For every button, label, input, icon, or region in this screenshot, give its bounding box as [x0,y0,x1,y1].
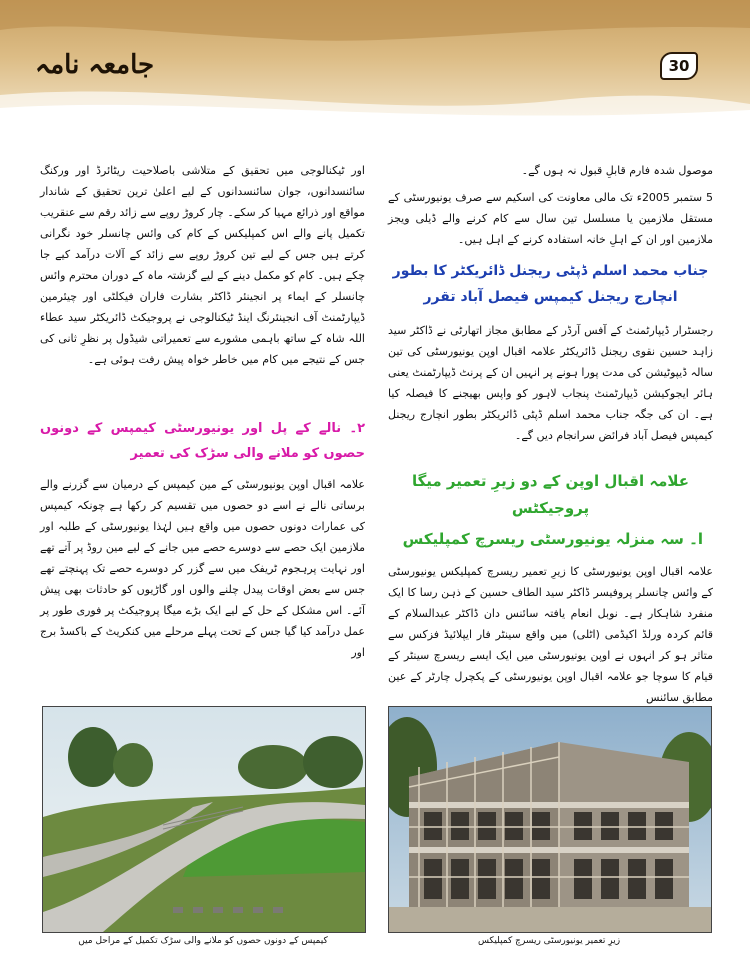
right-paragraph-4: علامہ اقبال اوپن یونیورسٹی کا زیرِ تعمیر ریسرچ کمپلیکس یونیورسٹی کے وائس چانسلر پروفیسر ڈاکٹر سید الطاف حسین کے ذہن رسا کا ایک منفرد شاہکار ہے۔ نوبل انعام یافتہ سائنس دان ڈاکٹر عبدالسلام کے قائم کردہ ورلڈ اکیڈمی (اٹلی) میں واقع سینٹر فار ایپلائیڈ فزکس سے متاثر ہو کر انہوں نے اوپن یونیورسٹی میں ایک ایسے ریسرچ سینٹر کے قیام کا سوچا جو علامہ اقبال اوپن یونیورسٹی کے پکچرل چارٹر کے عین مطابق سائنس [388,565,713,704]
right-paragraph-2: 5 ستمبر 2005ء تک مالی معاونت کی اسکیم سے صرف یونیورسٹی کے مستقل ملازمین یا مسلسل تین سال سے کام کرنے والے ڈیلی ویجز ملازمین اور ان کے اہلِ خانہ استفادہ کرنے کے اہل ہیں۔ [388,191,713,246]
right-column [388,160,713,714]
heading-bridge-road: ۲۔ نالے کے پل اور یونیورسٹی کیمپس کے دونوں حصوں کو ملانے والی سڑک کی تعمیر [40,421,365,461]
building-construction-image [389,707,711,932]
left-column [40,160,365,669]
heading-appointment: جناب محمد اسلم ڈپٹی ریجنل ڈائریکٹر کا بطور انچارج ریجنل کیمپس فیصل آباد تقرر [392,263,709,305]
left-paragraph-1: اور ٹیکنالوجی میں تحقیق کے متلاشی باصلاحیت ریٹائرڈ اور ورکنگ سائنسدانوں، جوان سائنسدانوں کے لیے اعلیٰ ترین تحقیق کے شاندار مواقع اور ذرائع مہیا کر سکے۔ چار کروڑ روپے سے زائد رقم سے عنقریب تکمیل پانے والے اس کمپلیکس کے کام کی وائس چانسلر خود نگرانی کرتے ہیں جس کے لیے تین کروڑ روپے سے زائد کے آلات درآمد کیے جا چکے ہیں۔ کام کو مکمل دینے کے لیے گزشتہ ماہ کے دوران محترم وائس چانسلر کے ایماء پر انجینئر ڈاکٹر بشارت فاران فیکلٹی اور چیئرمین ڈیپارٹمنٹ آف انجینئرنگ اینڈ ٹیکنالوجی نے پروجیکٹ ڈائریکٹر سید عطاء اللہ شاہ کے ساتھ باہمی مشورے سے تعمیراتی شیڈول پر نظرِ ثانی کی جس کے نتیجے میں کام میں خاطر خواہ پیش رفت ہوئی ہے۔ [40,164,365,366]
bridge-road-photo [42,706,366,933]
research-complex-photo [388,706,712,933]
research-complex-caption: زیرِ تعمیر یونیورسٹی ریسرچ کمپلیکس [477,936,621,946]
subheading-research-complex: ا۔ سہ منزلہ یونیورسٹی ریسرچ کمپلیکس [402,530,703,548]
heading-mega-projects: علامہ اقبال اوپن کے دو زیرِ تعمیر میگا پروجیکٹس [411,472,690,517]
road-bridge-image [43,707,365,932]
bridge-road-caption: کیمپس کے دونوں حصوں کو ملانے والی سڑک تکمیل کے مراحل میں [78,936,328,946]
masthead-title: جامعہ نامہ [35,50,155,80]
page-number: 30 [660,52,698,80]
right-paragraph-3: رجسٹرار ڈیپارٹمنٹ کے آفس آرڈر کے مطابق مجاز اتھارٹی نے ڈاکٹر سید زاہد حسین نقوی ریجنل ڈائریکٹر علامہ اقبال اوپن یونیورسٹی کی تین سالہ ڈیپوٹیشن کی مدت پورا ہونے پر انہیں ان کے پرنٹ ڈیپارٹمنٹ یعنی ہائر ایجوکیشن ڈیپارٹمنٹ پنجاب لاہور کو واپس بھیجنے کا فیصلہ کیا ہے۔ ان کی جگہ جناب محمد اسلم ڈپٹی ڈائریکٹر بطور انچارج ریجنل کیمپس فیصل آباد فرائض سرانجام دیں گے۔ [388,324,713,442]
right-paragraph-1: موصول شدہ فارم قابلِ قبول نہ ہوں گے۔ [521,164,713,177]
left-paragraph-2: علامہ اقبال اوپن یونیورسٹی کے مین کیمپس کے درمیان سے گزرنے والے برساتی نالے نے اسے دو حصوں میں تقسیم کر رکھا ہے چونکہ کیمپس کی عمارات دونوں حصوں میں واقع ہیں لہٰذا یونیورسٹی کے طلبہ اور ملازمین ایک حصے سے دوسرے حصے میں جانے کے لیے مین روڈ پر آتے تھے اور نہایت پرہجوم ٹریفک میں سے گزر کر دوسرے حصے تک پہنچتے تھے جس سے بعض اوقات پیدل چلنے والوں اور گاڑیوں کو حادثات بھی پیش آئے۔ اس مشکل کے حل کے لیے ایک بڑے میگا پروجیکٹ پر فوری طور پر عمل درآمد کیا گیا جس کے تحت پہلے مرحلے میں کنکریٹ کے باکسڈ برج اور [40,478,365,659]
